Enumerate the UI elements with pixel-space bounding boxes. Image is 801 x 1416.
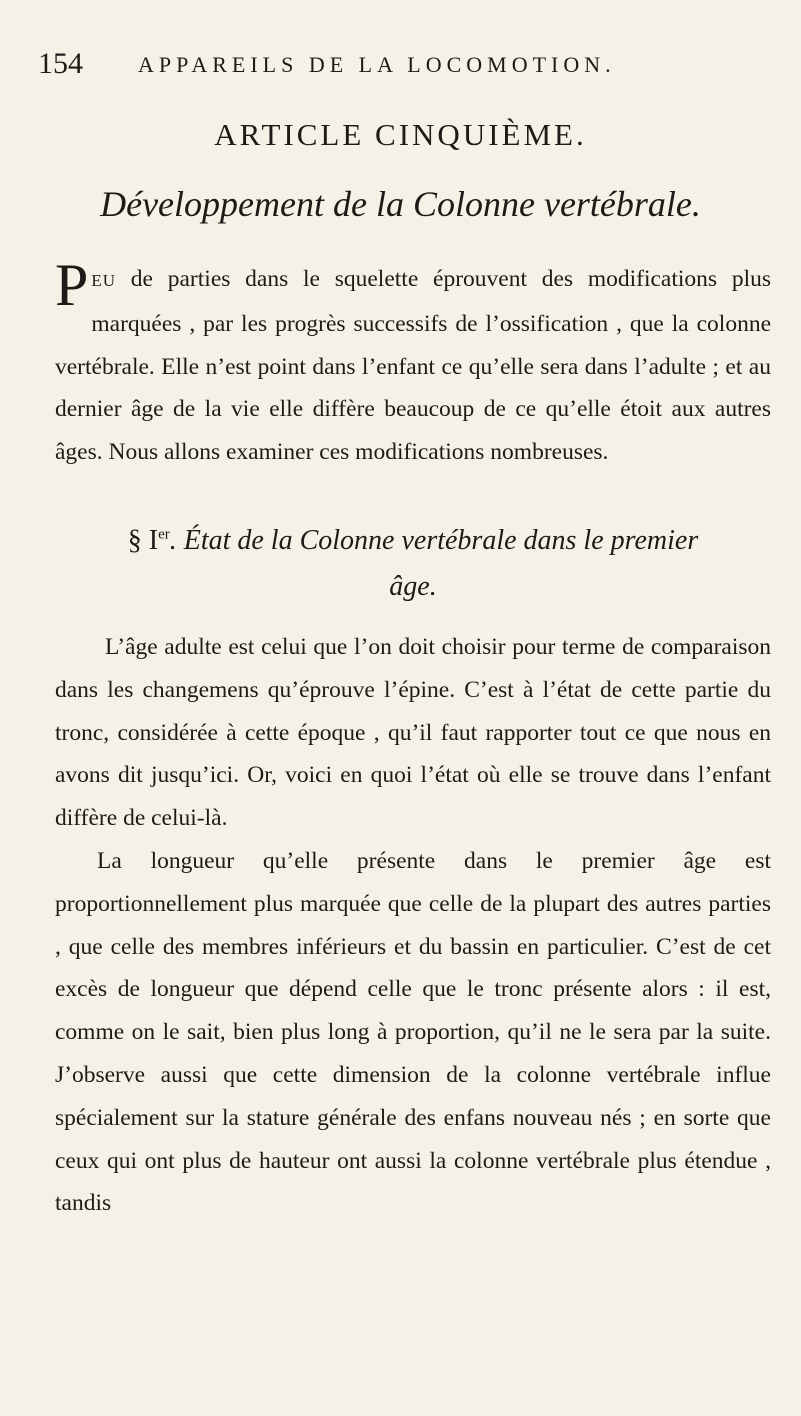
- article-heading: ARTICLE CINQUIÈME.: [214, 117, 587, 152]
- page-number: 154: [38, 47, 83, 80]
- paragraph-second: La longueur qu’elle présente dans le premier âge est proportionnellement plus marquée que celle de la plupart des autres parties , que celle des membres inférieurs et du bassin en particulier. C’est de cet excès de longueur que dépend celle que le tronc présente alors : il est, comme on le sait, bien plus long à proportion, qu’il ne le sera par la suite. J’observe aussi que cette dimension de la colonne vertébrale influe spécialement sur la stature générale des enfans nouveau nés ; en sorte que ceux qui ont plus de hauteur ont aussi la colonne vertébrale plus étendue , tandis: [55, 847, 771, 1217]
- subsection-heading: [55, 518, 771, 610]
- running-head: [38, 44, 768, 84]
- drop-cap: P: [55, 252, 89, 318]
- body-text: [55, 252, 771, 1225]
- subsection-title-line-1: . État de la Colonne vertébrale dans le premier: [169, 524, 699, 556]
- intro-small-caps-word: EU: [91, 271, 117, 290]
- subsection-title-line-2: âge.: [389, 570, 437, 602]
- paragraph-first: L’âge adulte est celui que l’on doit choisir pour terme de comparaison dans les changemens qu’éprouve l’épine. C’est à l’état de cette partie du tronc, considérée à cette époque , qu’il faut rapporter tout ce que nous en avons dit jusqu’ici. Or, voici en quoi l’état où elle se trouve dans l’enfant diffère de celui-là.: [55, 633, 771, 832]
- section-mark: § I: [127, 524, 159, 556]
- running-title: APPAREILS DE LA LOCOMOTION.: [138, 52, 616, 77]
- intro-paragraph-text: de parties dans le squelette éprouvent des modifications plus marquées , par les progrès successifs de l’ossification , que la colonne vertébrale. Elle n’est point dans l’enfant ce qu’elle sera dans l’adulte ; et au dernier âge de la vie elle diffère beaucoup de ce qu’elle étoit aux autres âges. Nous allons examiner ces modifications nombreuses.: [55, 266, 771, 466]
- intro-paragraph: [55, 252, 771, 474]
- section-title: Développement de la Colonne vertébrale.: [100, 184, 701, 224]
- section-number-superscript: er: [158, 526, 170, 543]
